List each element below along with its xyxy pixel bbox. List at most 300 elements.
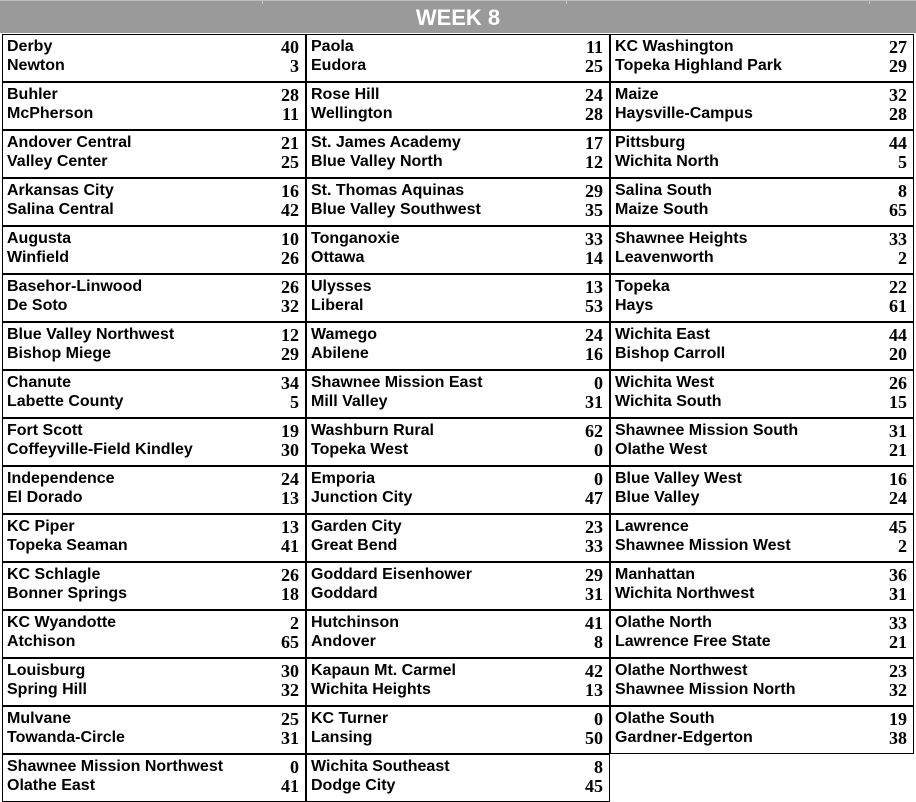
- team-row-home: [311, 85, 603, 105]
- team-name: KC Turner: [311, 710, 389, 727]
- team-name: Towanda-Circle: [7, 729, 125, 746]
- team-row-away: [615, 680, 907, 700]
- game-cell: [306, 562, 610, 610]
- game-cell: [306, 466, 610, 514]
- team-row-home: [7, 565, 299, 585]
- team-score: 32: [889, 85, 907, 105]
- team-score: 0: [594, 440, 603, 460]
- team-score: 20: [889, 344, 907, 364]
- team-name: Hays: [615, 297, 654, 314]
- team-score: 36: [889, 565, 907, 585]
- team-score: 33: [585, 229, 603, 249]
- team-row-away: [615, 392, 907, 412]
- team-row-home: [615, 181, 907, 201]
- team-row-home: [311, 469, 603, 489]
- team-name: Olathe West: [615, 441, 708, 458]
- team-name: Shawnee Mission South: [615, 422, 799, 439]
- team-name: McPherson: [7, 105, 94, 122]
- game-cell: [306, 130, 610, 178]
- team-name: Blue Valley North: [311, 153, 443, 170]
- game-cell: [2, 322, 306, 370]
- game-cell: [610, 322, 914, 370]
- game-cell: [2, 610, 306, 658]
- team-row-away: [311, 104, 603, 124]
- team-name: Augusta: [7, 230, 71, 247]
- team-name: KC Piper: [7, 518, 75, 535]
- team-score: 29: [281, 344, 299, 364]
- team-name: Newton: [7, 57, 65, 74]
- team-score: 42: [281, 200, 299, 220]
- team-name: Coffeyville-Field Kindley: [7, 441, 193, 458]
- team-row-away: [311, 440, 603, 460]
- team-row-home: [615, 565, 907, 585]
- team-score: 12: [585, 152, 603, 172]
- team-score: 12: [281, 325, 299, 345]
- team-score: 26: [281, 277, 299, 297]
- team-score: 26: [281, 248, 299, 268]
- team-score: 31: [889, 584, 907, 604]
- game-cell: [2, 34, 306, 82]
- header-divider: [566, 1, 567, 4]
- team-name: Topeka West: [311, 441, 409, 458]
- game-cell: [2, 418, 306, 466]
- team-row-home: [311, 229, 603, 249]
- game-cell: [306, 322, 610, 370]
- team-row-away: [7, 200, 299, 220]
- team-name: Kapaun Mt. Carmel: [311, 662, 456, 679]
- team-score: 33: [889, 613, 907, 633]
- game-cell: [2, 754, 306, 802]
- team-score: 53: [585, 296, 603, 316]
- team-score: 40: [281, 37, 299, 57]
- team-row-home: [7, 709, 299, 729]
- team-row-away: [311, 248, 603, 268]
- team-name: Spring Hill: [7, 681, 87, 698]
- team-row-home: [311, 133, 603, 153]
- team-row-away: [311, 536, 603, 556]
- team-name: Chanute: [7, 374, 71, 391]
- team-score: 34: [281, 373, 299, 393]
- team-name: Blue Valley West: [615, 470, 742, 487]
- team-row-away: [311, 680, 603, 700]
- team-name: Mill Valley: [311, 393, 388, 410]
- team-score: 25: [281, 152, 299, 172]
- team-score: 22: [889, 277, 907, 297]
- team-score: 25: [281, 709, 299, 729]
- team-score: 26: [281, 565, 299, 585]
- team-name: Tonganoxie: [311, 230, 400, 247]
- team-score: 8: [594, 632, 603, 652]
- team-name: Olathe North: [615, 614, 712, 631]
- team-score: 26: [889, 373, 907, 393]
- team-row-home: [615, 709, 907, 729]
- team-row-away: [615, 248, 907, 268]
- team-score: 29: [585, 181, 603, 201]
- team-score: 61: [889, 296, 907, 316]
- team-score: 45: [585, 776, 603, 796]
- team-row-away: [7, 776, 299, 796]
- team-row-home: [311, 277, 603, 297]
- game-cell: [610, 466, 914, 514]
- team-score: 35: [585, 200, 603, 220]
- game-cell: [610, 658, 914, 706]
- team-row-home: [311, 661, 603, 681]
- team-score: 41: [585, 613, 603, 633]
- header-divider: [262, 1, 263, 4]
- team-score: 0: [594, 469, 603, 489]
- team-row-away: [615, 104, 907, 124]
- team-row-away: [311, 56, 603, 76]
- team-row-home: [7, 325, 299, 345]
- team-score: 28: [281, 85, 299, 105]
- team-score: 27: [889, 37, 907, 57]
- team-row-home: [7, 517, 299, 537]
- game-cell: [306, 34, 610, 82]
- team-score: 21: [889, 440, 907, 460]
- team-name: Salina South: [615, 182, 712, 199]
- team-name: Lawrence Free State: [615, 633, 771, 650]
- team-row-away: [615, 536, 907, 556]
- team-name: KC Wyandotte: [7, 614, 117, 631]
- team-name: Atchison: [7, 633, 76, 650]
- team-name: Blue Valley: [615, 489, 700, 506]
- team-row-away: [615, 344, 907, 364]
- game-cell: [2, 274, 306, 322]
- team-name: Abilene: [311, 345, 369, 362]
- game-cell: [2, 562, 306, 610]
- team-score: 47: [585, 488, 603, 508]
- team-row-home: [615, 229, 907, 249]
- team-row-home: [615, 85, 907, 105]
- team-name: Wellington: [311, 105, 393, 122]
- team-score: 13: [585, 680, 603, 700]
- team-row-away: [7, 680, 299, 700]
- team-name: De Soto: [7, 297, 68, 314]
- team-score: 16: [281, 181, 299, 201]
- game-cell: [2, 178, 306, 226]
- team-row-away: [7, 392, 299, 412]
- game-cell: [306, 370, 610, 418]
- team-name: Shawnee Mission Northwest: [7, 758, 224, 775]
- team-score: 0: [594, 373, 603, 393]
- header-divider: [869, 1, 870, 4]
- team-name: Labette County: [7, 393, 124, 410]
- team-score: 18: [281, 584, 299, 604]
- team-name: Haysville-Campus: [615, 105, 753, 122]
- team-name: Junction City: [311, 489, 413, 506]
- team-row-home: [311, 565, 603, 585]
- team-score: 24: [281, 469, 299, 489]
- team-name: Wichita Southeast: [311, 758, 450, 775]
- team-row-home: [615, 421, 907, 441]
- team-row-away: [311, 344, 603, 364]
- game-cell: [610, 706, 914, 754]
- team-row-away: [311, 488, 603, 508]
- team-score: 33: [585, 536, 603, 556]
- team-name: Shawnee Heights: [615, 230, 748, 247]
- team-score: 5: [290, 392, 299, 412]
- team-row-away: [615, 200, 907, 220]
- team-name: Andover: [311, 633, 376, 650]
- team-score: 44: [889, 133, 907, 153]
- game-cell: [306, 418, 610, 466]
- team-score: 50: [585, 728, 603, 748]
- team-name: Topeka Seaman: [7, 537, 128, 554]
- team-row-home: [615, 661, 907, 681]
- team-name: Wichita West: [615, 374, 715, 391]
- game-cell: [306, 706, 610, 754]
- team-name: Shawnee Mission North: [615, 681, 796, 698]
- team-name: El Dorado: [7, 489, 83, 506]
- game-cell: [610, 418, 914, 466]
- team-name: Derby: [7, 38, 53, 55]
- game-cell: [306, 178, 610, 226]
- team-score: 23: [585, 517, 603, 537]
- team-score: 8: [898, 181, 907, 201]
- game-cell: [610, 178, 914, 226]
- team-score: 30: [281, 440, 299, 460]
- team-row-home: [7, 133, 299, 153]
- game-cell: [2, 466, 306, 514]
- team-name: Great Bend: [311, 537, 398, 554]
- team-row-away: [311, 776, 603, 796]
- team-score: 31: [585, 392, 603, 412]
- team-name: Bishop Miege: [7, 345, 112, 362]
- team-score: 30: [281, 661, 299, 681]
- team-row-away: [7, 344, 299, 364]
- team-name: Olathe South: [615, 710, 715, 727]
- team-name: Ulysses: [311, 278, 372, 295]
- team-score: 32: [281, 296, 299, 316]
- team-score: 42: [585, 661, 603, 681]
- game-cell: [306, 274, 610, 322]
- team-score: 19: [889, 709, 907, 729]
- team-score: 15: [889, 392, 907, 412]
- team-name: Shawnee Mission West: [615, 537, 791, 554]
- team-row-away: [7, 584, 299, 604]
- team-row-away: [7, 440, 299, 460]
- team-name: Wichita South: [615, 393, 722, 410]
- team-score: 16: [585, 344, 603, 364]
- team-name: Basehor-Linwood: [7, 278, 143, 295]
- team-row-home: [7, 421, 299, 441]
- team-row-away: [615, 440, 907, 460]
- team-score: 10: [281, 229, 299, 249]
- team-name: St. Thomas Aquinas: [311, 182, 465, 199]
- game-cell: [306, 514, 610, 562]
- team-name: Goddard: [311, 585, 378, 602]
- team-name: Arkansas City: [7, 182, 114, 199]
- game-cell: [610, 514, 914, 562]
- team-score: 8: [594, 757, 603, 777]
- game-cell: [610, 274, 914, 322]
- team-row-home: [311, 325, 603, 345]
- team-name: Olathe East: [7, 777, 96, 794]
- team-row-home: [311, 373, 603, 393]
- team-name: Ottawa: [311, 249, 365, 266]
- team-row-away: [7, 56, 299, 76]
- team-score: 2: [290, 613, 299, 633]
- team-score: 65: [281, 632, 299, 652]
- game-cell: [2, 706, 306, 754]
- team-score: 3: [290, 56, 299, 76]
- team-row-home: [615, 517, 907, 537]
- week-header: [0, 0, 916, 33]
- team-score: 31: [889, 421, 907, 441]
- team-row-home: [7, 277, 299, 297]
- game-cell: [306, 226, 610, 274]
- team-score: 25: [585, 56, 603, 76]
- game-cell: [2, 514, 306, 562]
- team-name: Independence: [7, 470, 115, 487]
- team-row-home: [615, 37, 907, 57]
- team-score: 11: [585, 37, 603, 57]
- team-name: Salina Central: [7, 201, 114, 218]
- team-score: 17: [585, 133, 603, 153]
- team-row-away: [7, 248, 299, 268]
- team-score: 33: [889, 229, 907, 249]
- team-score: 24: [889, 488, 907, 508]
- team-score: 28: [585, 104, 603, 124]
- game-cell: [306, 754, 610, 802]
- team-row-home: [7, 757, 299, 777]
- game-cell: [2, 370, 306, 418]
- team-name: Andover Central: [7, 134, 132, 151]
- team-row-away: [615, 56, 907, 76]
- game-cell: [2, 82, 306, 130]
- team-row-away: [7, 488, 299, 508]
- team-row-home: [311, 709, 603, 729]
- team-score: 21: [889, 632, 907, 652]
- team-score: 24: [585, 325, 603, 345]
- team-name: Olathe Northwest: [615, 662, 748, 679]
- team-name: Topeka Highland Park: [615, 57, 782, 74]
- team-score: 65: [889, 200, 907, 220]
- team-name: Washburn Rural: [311, 422, 434, 439]
- team-row-away: [7, 632, 299, 652]
- team-row-away: [615, 488, 907, 508]
- team-row-home: [615, 373, 907, 393]
- team-row-away: [615, 584, 907, 604]
- team-score: 21: [281, 133, 299, 153]
- team-score: 62: [585, 421, 603, 441]
- game-cell: [610, 610, 914, 658]
- team-name: Bishop Carroll: [615, 345, 726, 362]
- team-name: Paola: [311, 38, 354, 55]
- game-cell: [2, 226, 306, 274]
- team-row-home: [311, 757, 603, 777]
- team-row-away: [311, 728, 603, 748]
- team-score: 32: [889, 680, 907, 700]
- team-name: Rose Hill: [311, 86, 380, 103]
- team-row-home: [615, 277, 907, 297]
- team-score: 5: [898, 152, 907, 172]
- team-row-away: [311, 584, 603, 604]
- team-name: Leavenworth: [615, 249, 714, 266]
- team-name: Lansing: [311, 729, 373, 746]
- game-cell: [610, 226, 914, 274]
- team-row-home: [311, 181, 603, 201]
- team-row-home: [311, 517, 603, 537]
- game-cell: [610, 82, 914, 130]
- team-score: 23: [889, 661, 907, 681]
- team-name: Fort Scott: [7, 422, 83, 439]
- team-score: 0: [594, 709, 603, 729]
- game-cell: [306, 610, 610, 658]
- team-row-away: [615, 632, 907, 652]
- team-row-home: [7, 613, 299, 633]
- team-name: Dodge City: [311, 777, 396, 794]
- team-name: Maize: [615, 86, 659, 103]
- team-row-home: [615, 469, 907, 489]
- game-cell: [610, 130, 914, 178]
- team-score: 13: [585, 277, 603, 297]
- team-name: Blue Valley Northwest: [7, 326, 175, 343]
- team-score: 32: [281, 680, 299, 700]
- team-name: Lawrence: [615, 518, 689, 535]
- team-name: Liberal: [311, 297, 364, 314]
- team-row-away: [7, 296, 299, 316]
- team-row-home: [615, 613, 907, 633]
- team-name: Valley Center: [7, 153, 108, 170]
- team-name: Wichita East: [615, 326, 710, 343]
- team-score: 2: [898, 536, 907, 556]
- team-row-away: [311, 200, 603, 220]
- team-score: 45: [889, 517, 907, 537]
- team-row-home: [7, 469, 299, 489]
- team-score: 44: [889, 325, 907, 345]
- team-score: 31: [585, 584, 603, 604]
- game-cell: [306, 82, 610, 130]
- team-row-home: [615, 133, 907, 153]
- team-row-away: [311, 296, 603, 316]
- team-name: Wichita North: [615, 153, 719, 170]
- team-name: Topeka: [615, 278, 670, 295]
- team-name: Hutchinson: [311, 614, 399, 631]
- team-score: 2: [898, 248, 907, 268]
- team-name: Pittsburg: [615, 134, 686, 151]
- team-row-away: [7, 728, 299, 748]
- team-name: Bonner Springs: [7, 585, 128, 602]
- team-name: Louisburg: [7, 662, 86, 679]
- team-name: Emporia: [311, 470, 376, 487]
- team-name: KC Schlagle: [7, 566, 101, 583]
- team-row-home: [615, 325, 907, 345]
- team-score: 31: [281, 728, 299, 748]
- game-cell: [610, 34, 914, 82]
- team-name: Wichita Heights: [311, 681, 431, 698]
- team-row-home: [311, 613, 603, 633]
- team-name: Winfield: [7, 249, 70, 266]
- team-row-away: [311, 632, 603, 652]
- team-row-away: [311, 392, 603, 412]
- team-score: 29: [585, 565, 603, 585]
- team-row-home: [311, 421, 603, 441]
- team-score: 16: [889, 469, 907, 489]
- team-score: 28: [889, 104, 907, 124]
- team-row-away: [7, 536, 299, 556]
- team-row-away: [7, 104, 299, 124]
- team-row-away: [615, 728, 907, 748]
- team-row-home: [7, 85, 299, 105]
- game-cell: [610, 370, 914, 418]
- team-name: Buhler: [7, 86, 58, 103]
- team-score: 13: [281, 488, 299, 508]
- game-cell: [2, 658, 306, 706]
- team-score: 29: [889, 56, 907, 76]
- game-cell: [2, 130, 306, 178]
- team-row-away: [615, 152, 907, 172]
